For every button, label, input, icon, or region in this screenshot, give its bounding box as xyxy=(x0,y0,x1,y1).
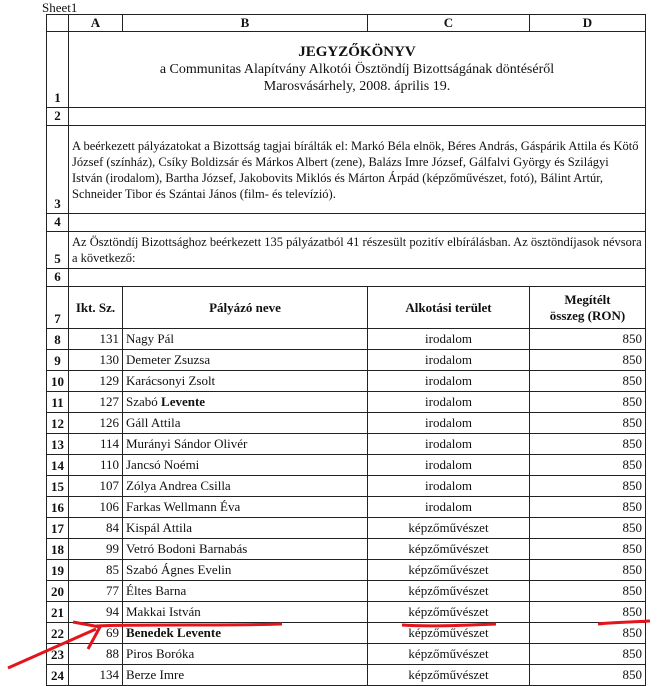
row-header[interactable]: 21 xyxy=(47,602,69,623)
table-row[interactable] xyxy=(47,392,646,413)
amount-cell[interactable]: 850 xyxy=(530,623,646,644)
applicant-name-cell[interactable]: Farkas Wellmann Éva xyxy=(123,497,368,518)
table-row[interactable] xyxy=(47,413,646,434)
summary-paragraph[interactable]: Az Ösztöndíj Bizottsághoz beérkezett 135 pályázatból 41 részesült pozitív elbírálásban. Az ösztöndíjasok névsora a következő: xyxy=(69,232,646,269)
header-amount-line1: Megítélt xyxy=(564,291,611,307)
creative-area-cell[interactable]: irodalom xyxy=(368,434,530,455)
ikt-number-cell[interactable]: 99 xyxy=(69,539,123,560)
row-header[interactable]: 3 xyxy=(47,126,69,214)
table-row[interactable] xyxy=(47,665,646,686)
ikt-number-cell[interactable]: 107 xyxy=(69,476,123,497)
row-header[interactable]: 15 xyxy=(47,476,69,497)
ikt-number-cell[interactable]: 69 xyxy=(69,623,123,644)
table-row[interactable] xyxy=(47,539,646,560)
table-row[interactable] xyxy=(47,476,646,497)
creative-area-cell[interactable]: képzőművészet xyxy=(368,581,530,602)
applicant-name-cell[interactable]: Demeter Zsuzsa xyxy=(123,350,368,371)
creative-area-cell[interactable]: irodalom xyxy=(368,392,530,413)
applicant-name-cell[interactable]: Benedek Levente xyxy=(123,623,368,644)
amount-cell[interactable]: 850 xyxy=(530,539,646,560)
creative-area-cell[interactable]: képzőművészet xyxy=(368,560,530,581)
applicant-name-cell[interactable]: Éltes Barna xyxy=(123,581,368,602)
ikt-number-cell[interactable]: 85 xyxy=(69,560,123,581)
applicant-name-prefix: Szabó xyxy=(126,394,162,409)
document-place-date: Marosvásárhely, 2008. április 19. xyxy=(263,79,451,94)
table-row[interactable] xyxy=(47,602,646,623)
creative-area-cell[interactable]: képzőművészet xyxy=(368,539,530,560)
title-cell[interactable] xyxy=(69,32,646,108)
amount-cell[interactable]: 850 xyxy=(530,581,646,602)
row-header[interactable]: 1 xyxy=(47,32,69,108)
applicant-name-cell[interactable]: Piros Boróka xyxy=(123,644,368,665)
ikt-number-cell[interactable]: 127 xyxy=(69,392,123,413)
table-row[interactable] xyxy=(47,455,646,476)
amount-cell[interactable]: 850 xyxy=(530,497,646,518)
ikt-number-cell[interactable]: 77 xyxy=(69,581,123,602)
row-header[interactable]: 4 xyxy=(47,214,69,232)
creative-area-cell[interactable]: képzőművészet xyxy=(368,623,530,644)
creative-area-cell[interactable]: irodalom xyxy=(368,329,530,350)
ikt-number-cell[interactable]: 134 xyxy=(69,665,123,686)
applicant-name-cell[interactable] xyxy=(123,392,368,413)
table-row[interactable] xyxy=(47,371,646,392)
creative-area-cell[interactable]: irodalom xyxy=(368,476,530,497)
applicant-name-bold: Levente xyxy=(161,394,206,409)
row-header[interactable]: 5 xyxy=(47,232,69,269)
amount-cell[interactable]: 850 xyxy=(530,665,646,686)
row-header[interactable]: 10 xyxy=(47,371,69,392)
amount-cell[interactable]: 850 xyxy=(530,602,646,623)
row-header[interactable]: 20 xyxy=(47,581,69,602)
spreadsheet-grid xyxy=(46,14,646,686)
row-header[interactable]: 8 xyxy=(47,329,69,350)
table-row[interactable] xyxy=(47,497,646,518)
ikt-number-cell[interactable]: 88 xyxy=(69,644,123,665)
table-row[interactable] xyxy=(47,350,646,371)
column-header-c[interactable]: C xyxy=(368,15,530,32)
row-header[interactable]: 6 xyxy=(47,269,69,287)
applicant-name-cell[interactable]: Berze Imre xyxy=(123,665,368,686)
row-header[interactable]: 19 xyxy=(47,560,69,581)
row-header[interactable]: 22 xyxy=(47,623,69,644)
empty-cell[interactable] xyxy=(69,108,646,126)
creative-area-cell[interactable]: irodalom xyxy=(368,350,530,371)
applicant-name-cell[interactable]: Kispál Attila xyxy=(123,518,368,539)
amount-cell[interactable]: 850 xyxy=(530,560,646,581)
committee-paragraph[interactable]: A beérkezett pályázatokat a Bizottság tagjai bírálták el: Markó Béla elnök, Béres András, Gáspárik Attila és Kötő József (színház), Csíky Boldizsár és Márkos Albert (zene), Balázs Imre József, Gálfalvi György és Szilágyi István (irodalom), Bartha József, Jakobovits Miklós és Márton Árpád (képzőművészet, fotó), Bálint Artúr, Schneider Tibor és Szántai János (film- és televízió). xyxy=(69,126,646,214)
table-row[interactable] xyxy=(47,434,646,455)
table-row[interactable] xyxy=(47,329,646,350)
creative-area-cell[interactable]: képzőművészet xyxy=(368,518,530,539)
ikt-number-cell[interactable]: 110 xyxy=(69,455,123,476)
empty-cell[interactable] xyxy=(69,214,646,232)
row-header[interactable]: 23 xyxy=(47,644,69,665)
row-header[interactable]: 14 xyxy=(47,455,69,476)
applicant-name-cell[interactable]: Vetró Bodoni Barnabás xyxy=(123,539,368,560)
table-row[interactable] xyxy=(47,518,646,539)
document-subtitle: a Communitas Alapítvány Alkotói Ösztöndíj Bizottságának döntéséről xyxy=(159,62,555,77)
creative-area-cell[interactable]: irodalom xyxy=(368,413,530,434)
applicant-name-cell[interactable]: Gáll Attila xyxy=(123,413,368,434)
amount-cell[interactable]: 850 xyxy=(530,350,646,371)
applicant-name-cell[interactable]: Karácsonyi Zsolt xyxy=(123,371,368,392)
ikt-number-cell[interactable]: 126 xyxy=(69,413,123,434)
column-header-a[interactable]: A xyxy=(69,15,123,32)
amount-cell[interactable]: 850 xyxy=(530,518,646,539)
table-row[interactable] xyxy=(47,581,646,602)
applicant-name-cell[interactable]: Zólya Andrea Csilla xyxy=(123,476,368,497)
row-header[interactable]: 2 xyxy=(47,108,69,126)
amount-cell[interactable]: 850 xyxy=(530,392,646,413)
amount-cell[interactable]: 850 xyxy=(530,371,646,392)
row-header[interactable]: 9 xyxy=(47,350,69,371)
table-row[interactable] xyxy=(47,644,646,665)
creative-area-cell[interactable]: irodalom xyxy=(368,455,530,476)
applicant-name-cell[interactable]: Szabó Ágnes Evelin xyxy=(123,560,368,581)
row-header[interactable]: 24 xyxy=(47,665,69,686)
applicant-name-cell[interactable]: Jancsó Noémi xyxy=(123,455,368,476)
creative-area-cell[interactable]: irodalom xyxy=(368,371,530,392)
ikt-number-cell[interactable]: 114 xyxy=(69,434,123,455)
row-header[interactable]: 18 xyxy=(47,539,69,560)
applicant-name-cell[interactable]: Makkai István xyxy=(123,602,368,623)
amount-cell[interactable]: 850 xyxy=(530,644,646,665)
row-header[interactable]: 12 xyxy=(47,413,69,434)
ikt-number-cell[interactable]: 106 xyxy=(69,497,123,518)
sheet-tab-label[interactable]: Sheet1 xyxy=(42,0,78,15)
header-creative-area[interactable]: Alkotási terület xyxy=(368,287,530,329)
creative-area-cell[interactable]: képzőművészet xyxy=(368,602,530,623)
amount-cell[interactable]: 850 xyxy=(530,329,646,350)
header-ikt-sz[interactable]: Ikt. Sz. xyxy=(69,287,123,329)
row-header[interactable]: 11 xyxy=(47,392,69,413)
data-rows xyxy=(47,329,646,686)
ikt-number-cell[interactable]: 94 xyxy=(69,602,123,623)
row-header[interactable]: 17 xyxy=(47,518,69,539)
amount-cell[interactable]: 850 xyxy=(530,455,646,476)
applicant-name-cell[interactable]: Nagy Pál xyxy=(123,329,368,350)
applicant-name-cell[interactable]: Murányi Sándor Olivér xyxy=(123,434,368,455)
amount-cell[interactable]: 850 xyxy=(530,434,646,455)
amount-cell[interactable]: 850 xyxy=(530,413,646,434)
row-header[interactable]: 16 xyxy=(47,497,69,518)
amount-cell[interactable]: 850 xyxy=(530,476,646,497)
header-amount[interactable] xyxy=(530,287,646,329)
ikt-number-cell[interactable]: 131 xyxy=(69,329,123,350)
creative-area-cell[interactable]: képzőművészet xyxy=(368,644,530,665)
creative-area-cell[interactable]: képzőművészet xyxy=(368,665,530,686)
column-header-b[interactable]: B xyxy=(123,15,368,32)
document-title: JEGYZŐKÖNYV xyxy=(298,44,416,60)
ikt-number-cell[interactable]: 129 xyxy=(69,371,123,392)
header-applicant-name[interactable]: Pályázó neve xyxy=(123,287,368,329)
corner-cell[interactable] xyxy=(47,15,69,32)
ikt-number-cell[interactable]: 130 xyxy=(69,350,123,371)
header-amount-line2: összeg (RON) xyxy=(549,307,626,323)
table-row[interactable] xyxy=(47,623,646,644)
table-row[interactable] xyxy=(47,560,646,581)
row-header[interactable]: 7 xyxy=(47,287,69,329)
ikt-number-cell[interactable]: 84 xyxy=(69,518,123,539)
creative-area-cell[interactable]: irodalom xyxy=(368,497,530,518)
empty-cell[interactable] xyxy=(69,269,646,287)
column-header-d[interactable]: D xyxy=(530,15,646,32)
row-header[interactable]: 13 xyxy=(47,434,69,455)
